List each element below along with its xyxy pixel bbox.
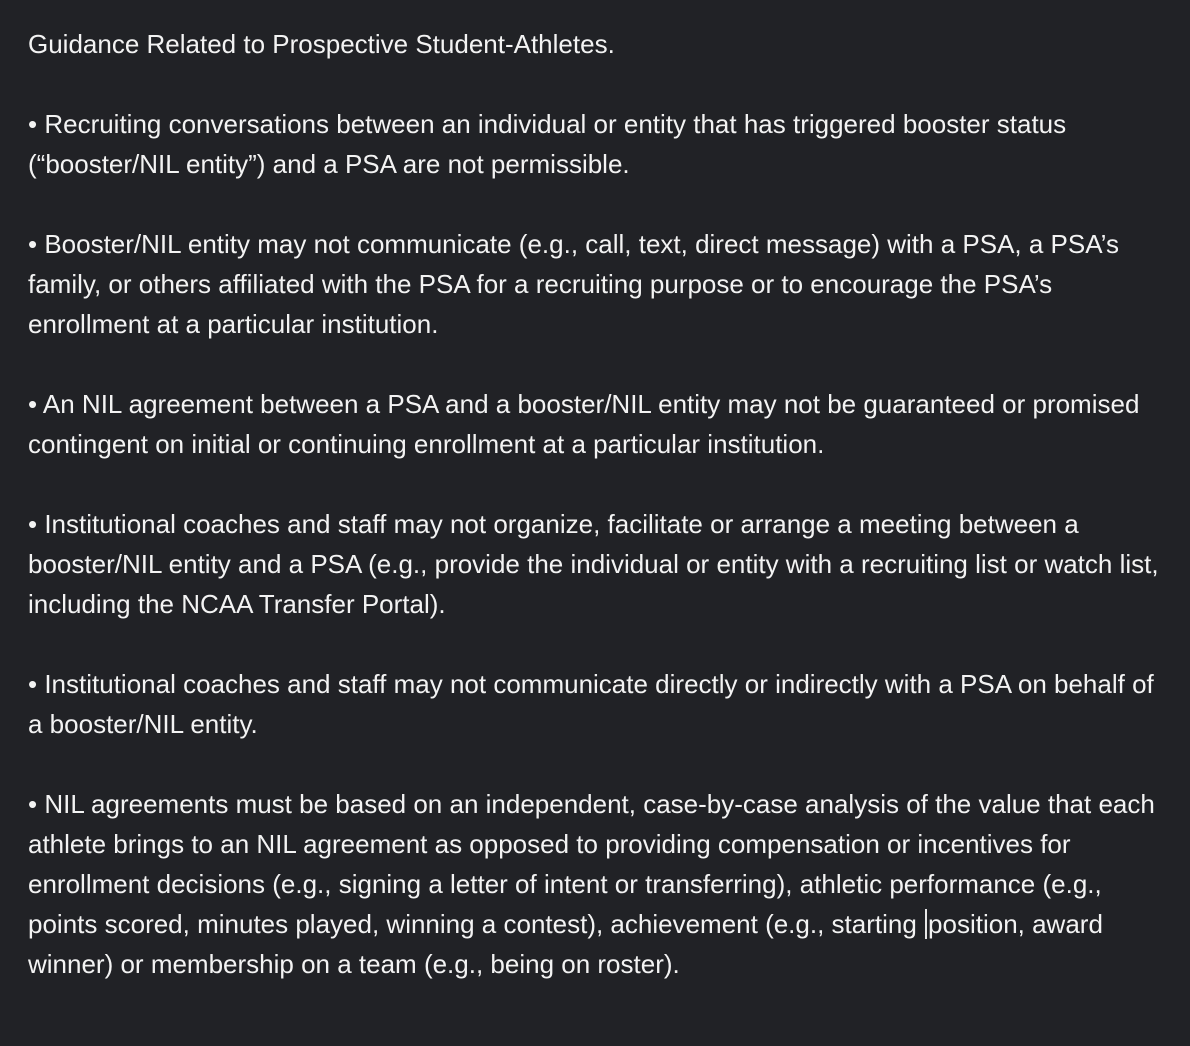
document-heading: Guidance Related to Prospective Student-Athletes. [28, 29, 615, 59]
bullet-text-after-caret: position, award winner) or membership on a team (e.g., being on roster). [28, 909, 1103, 979]
bullet-text-before-caret: • NIL agreements must be based on an independent, case-by-case analysis of the value that each athlete brings to an NIL agreement as opposed to providing compensation or incentives for enrollment decisions (e.g., signing a letter of intent or transferring), athletic performance (e.g., points scored, minutes played, winning a contest), achievement (e.g., starting [28, 789, 1155, 939]
bullet-paragraph: • Institutional coaches and staff may not organize, facilitate or arrange a meeting between a booster/NIL entity and a PSA (e.g., provide the individual or entity with a recruiting list or watch list, including the NCAA Transfer Portal). [28, 509, 1159, 619]
bullet-paragraph: • An NIL agreement between a PSA and a booster/NIL entity may not be guaranteed or promised contingent on initial or continuing enrollment at a particular institution. [28, 389, 1140, 459]
bullet-paragraph: • Recruiting conversations between an individual or entity that has triggered booster status (“booster/NIL entity”) and a PSA are not permissible. [28, 109, 1067, 179]
text-cursor-caret [925, 909, 927, 939]
bullet-paragraph-last [28, 784, 1170, 984]
bullet-paragraph: • Institutional coaches and staff may not communicate directly or indirectly with a PSA on behalf of a booster/NIL entity. [28, 669, 1154, 739]
bullet-paragraph: • Booster/NIL entity may not communicate (e.g., call, text, direct message) with a PSA, a PSA’s family, or others affiliated with the PSA for a recruiting purpose or to encourage the PSA’s enrollment at a particular institution. [28, 229, 1119, 339]
